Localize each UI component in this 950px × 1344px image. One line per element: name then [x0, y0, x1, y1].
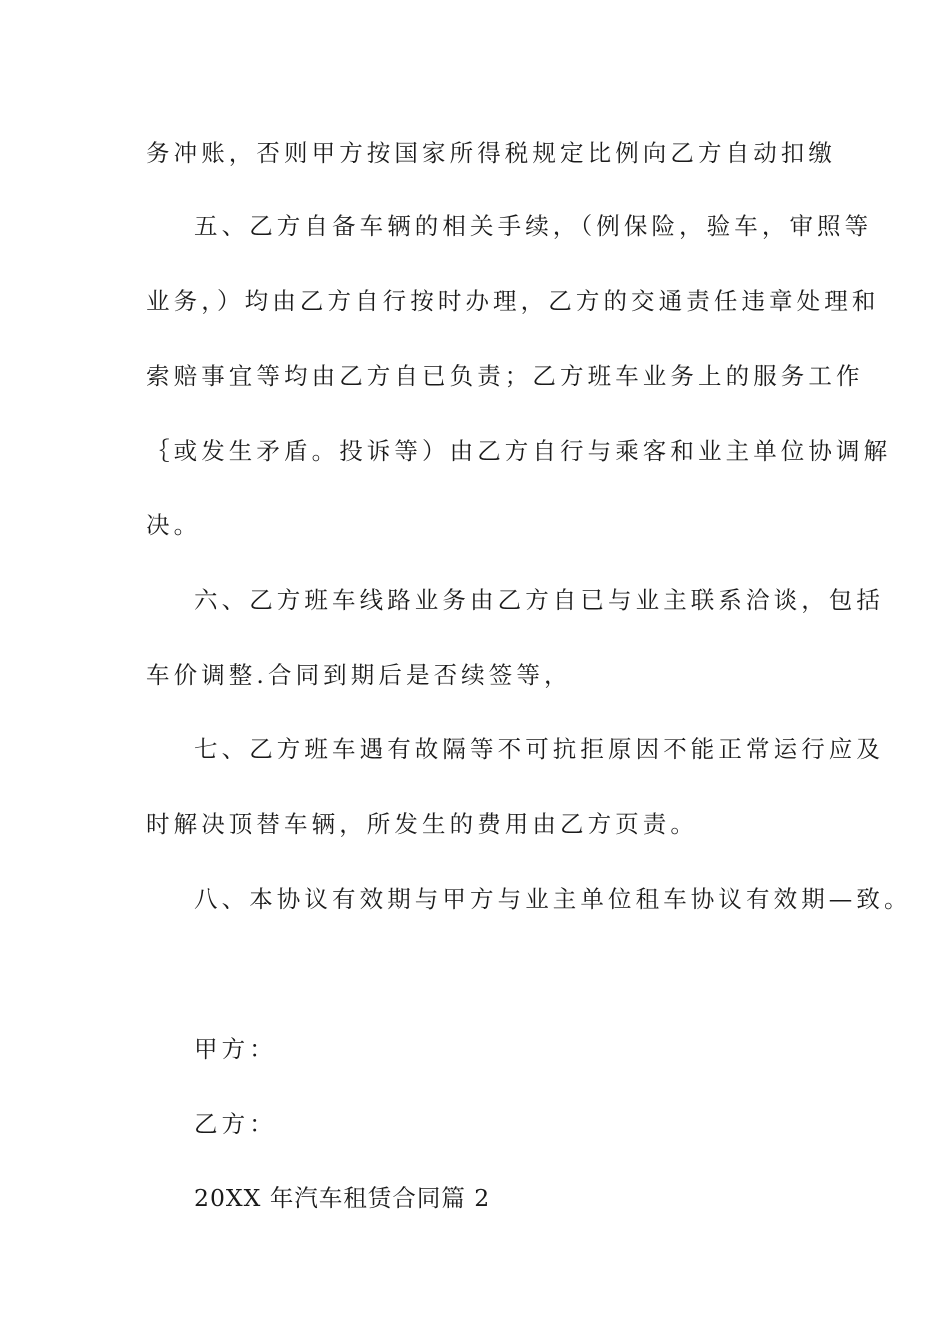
clause-five-line: 五、乙方自备车辆的相关手续，（例保险，验车，审照等: [194, 212, 873, 240]
paragraph-line: 业务，）均由乙方自行按时办理，乙方的交通责任违章处理和: [146, 287, 880, 315]
party-a-signature-label: 甲方：: [194, 1035, 277, 1063]
paragraph-line: 时解决顶替车辆，所发生的费用由乙方页责。: [146, 810, 698, 838]
party-b-signature-label: 乙方：: [194, 1110, 277, 1138]
clause-six-line: 六、乙方班车线路业务由乙方自已与业主联系洽谈，包括: [194, 586, 884, 614]
paragraph-line: ｛或发生矛盾。投诉等）由乙方自行与乘客和业主单位协调解: [146, 437, 892, 465]
paragraph-line: 务冲账，否则甲方按国家所得税规定比例向乙方自动扣缴: [146, 139, 836, 167]
paragraph-line: 车价调整.合同到期后是否续签等，: [146, 661, 572, 689]
clause-seven-line: 七、乙方班车遇有故隔等不可抗拒原因不能正常运行应及: [194, 735, 884, 763]
next-section-title: 20XX 年汽车租赁合同篇 2: [194, 1184, 491, 1212]
paragraph-line: 决。: [146, 511, 202, 539]
paragraph-line: 索赔事宜等均由乙方自已负责；乙方班车业务上的服务工作: [146, 362, 864, 390]
clause-eight-line: 八、本协议有效期与甲方与业主单位租车协议有效期—致。: [194, 885, 912, 913]
